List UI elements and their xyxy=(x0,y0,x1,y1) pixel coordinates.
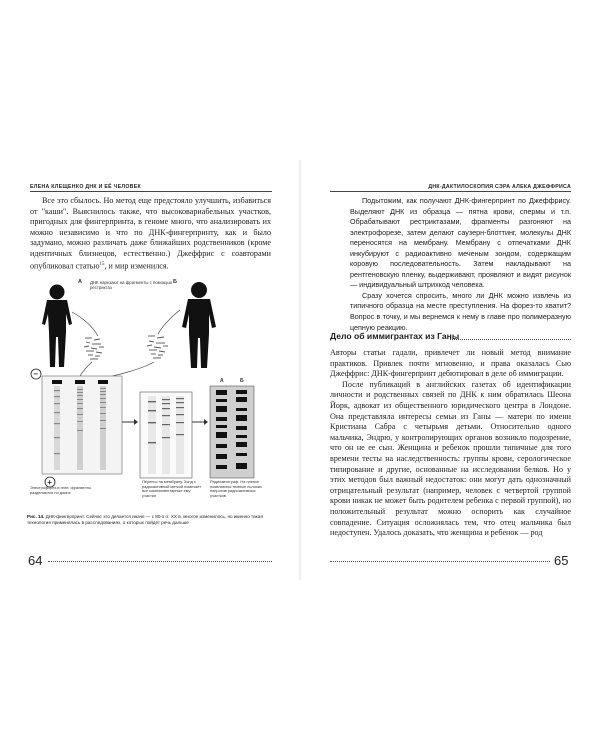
arrow-fragments-to-gel-b xyxy=(104,362,154,378)
dna-fragments-a xyxy=(84,338,104,359)
lane-label-a: А xyxy=(220,378,224,384)
question-paragraph: Сразу хочется спросить, много ли ДНК можно извлечь из типичного образца на месте преступления. На форез-то хватит? Вопрос в точку, и мы вернемся к нему в главе про полимеразную цепную реакцию. xyxy=(350,290,571,332)
restrictase-note-box xyxy=(90,280,175,300)
radiograph-note: Радиоавтограф. На пленке появляются темные полоски напротив радиоактивных участков xyxy=(210,480,262,498)
label-b: Б xyxy=(173,279,177,285)
footnote-ref: 15 xyxy=(99,261,105,267)
right-page xyxy=(300,0,600,750)
left-page-number: 64 xyxy=(28,553,43,568)
electrophoresis-note: Электрофорез в геле: фрагменты разделяются по длине xyxy=(30,486,92,495)
minus-sign: − xyxy=(33,369,38,379)
plus-sign: + xyxy=(47,477,52,487)
electrophoresis-gel xyxy=(42,376,122,474)
case-paragraph: После публикаций в английских газетах об идентификации личности и родственных связей по ДНК к ним обратилась Шеона Йорк, адвокат из общественного юридического центра в Лондоне. Она представляла интересы семьи из Ганы — матери по имени Кристиана Сабра с четырьмя детьми. Относительно одного мальчика, Эндрю, у контролирующих органов возникло подозрение, что он не ее сын. Женщина и ребенок прошли типичные для того времени тесты на наследственность: группы крови, серологическое типирование и другие, основанные на исследовании белков. Но у этих методов был важный недостаток: они могут дать однозначный отрицательный результат (например, человек с четвертой группой крови никак не может быть родителем ребенка с первой группой), но положительный результат можно оспорить как случайное совпадение. Ситуация осложнялась тем, что отец мальчика был недоступен. Удалось доказать, что женщина и ребенок — род xyxy=(330,379,571,538)
summary-paragraph: Подытожим, как получают ДНК-фингерпринт по Джеффрису. Выделяют ДНК из образца — пятна крови, спермы и т.п. Обрабатывают рестриктазами, фрагменты разгоняют на электрофорезе, затем делают саузерн-блоттинг, молекулы ДНК переносятся на мембрану. Мембрану с отпечатками ДНК инкубируют с радиоактивно меченым зондом, содержащим коровую последовательность. Затем накладывают на рентгеновскую пленку, выдерживают, проявляют и видят рисунок — индивидуальный штрихкод человека. xyxy=(350,196,571,290)
left-head-rule xyxy=(30,191,272,192)
electrophoresis-note-box xyxy=(30,486,100,512)
left-paragraph-text: Все это сбылось. Но метод еще предстояло улучшить, избавиться от "каши". Выяснилось также, что высоковариабельных участков, пригодных для фингерпринта, в геноме много, что анализировать их можно независимо и что по ДНК-фингерпринту, как и было задумано, можно различать даже ближайших родственников (кроме идентичных близнецов, естественно.) Джеффрис с соавторами опубликовал статью xyxy=(30,196,271,271)
person-b-silhouette xyxy=(182,282,216,368)
membrane-note: Перенос на мембрану. Зонд с радиоактивной меткой помечает все комплементарные ему участки xyxy=(142,480,202,498)
radiograph-film xyxy=(210,378,254,478)
arrowhead-membrane-to-film xyxy=(204,419,208,425)
caption-label: Рис. 14. xyxy=(27,514,45,519)
section-heading-rule xyxy=(450,339,571,340)
right-top-block xyxy=(350,196,571,333)
radiograph-note-box xyxy=(210,480,272,512)
label-a: А xyxy=(78,279,82,285)
arrow-a-to-fragments xyxy=(72,312,98,336)
dna-fingerprint-figure xyxy=(30,272,272,512)
right-running-head: ДНК-ДАКТИЛОСКОПИЯ СЭРА АЛЕКА ДЖЕФФРИСА xyxy=(428,184,571,190)
lane-label-b: Б xyxy=(240,378,244,384)
dna-fragments-b xyxy=(147,336,168,358)
left-running-head: ЕЛЕНА КЛЕЩЕНКО ДНК И ЕЁ ЧЕЛОВЕК xyxy=(30,184,141,190)
figure-caption xyxy=(27,514,271,527)
arrow-fragments-to-gel-a xyxy=(80,362,92,376)
right-number-rule xyxy=(330,561,550,562)
section-heading: Дело об иммигрантах из Ганы xyxy=(330,331,460,341)
left-paragraph-tail: , и мир изменился. xyxy=(104,261,169,271)
right-head-rule xyxy=(330,191,571,192)
caption-text: ДНК-фингерпринт. Сейчас это делается иначе — с 80-х гг. XX в. многое изменилось, но именно такая технология применялась в расследованиях, о которых пойдет речь дальше xyxy=(27,514,263,526)
membrane-blot xyxy=(140,392,192,478)
right-body-block xyxy=(330,348,571,539)
left-paragraph xyxy=(30,196,271,272)
restrictase-note: ДНК нарезают на фрагменты с помощью рестриктаз xyxy=(90,280,173,291)
authors-paragraph: Авторы статьи гадали, привлечет ли новый метод внимание практиков. Привлек почти мгновенно, и права оказалась Сью Джеффрис: ДНК-фингерпринт дебютировал в деле об иммиграции. xyxy=(330,348,571,379)
arrow-b-to-fragments xyxy=(158,310,180,334)
right-page-number: 65 xyxy=(554,553,569,568)
membrane-note-box xyxy=(142,480,202,512)
person-a-silhouette xyxy=(42,285,72,368)
left-number-rule xyxy=(48,561,272,562)
arrowhead-gel-to-membrane xyxy=(134,419,138,425)
